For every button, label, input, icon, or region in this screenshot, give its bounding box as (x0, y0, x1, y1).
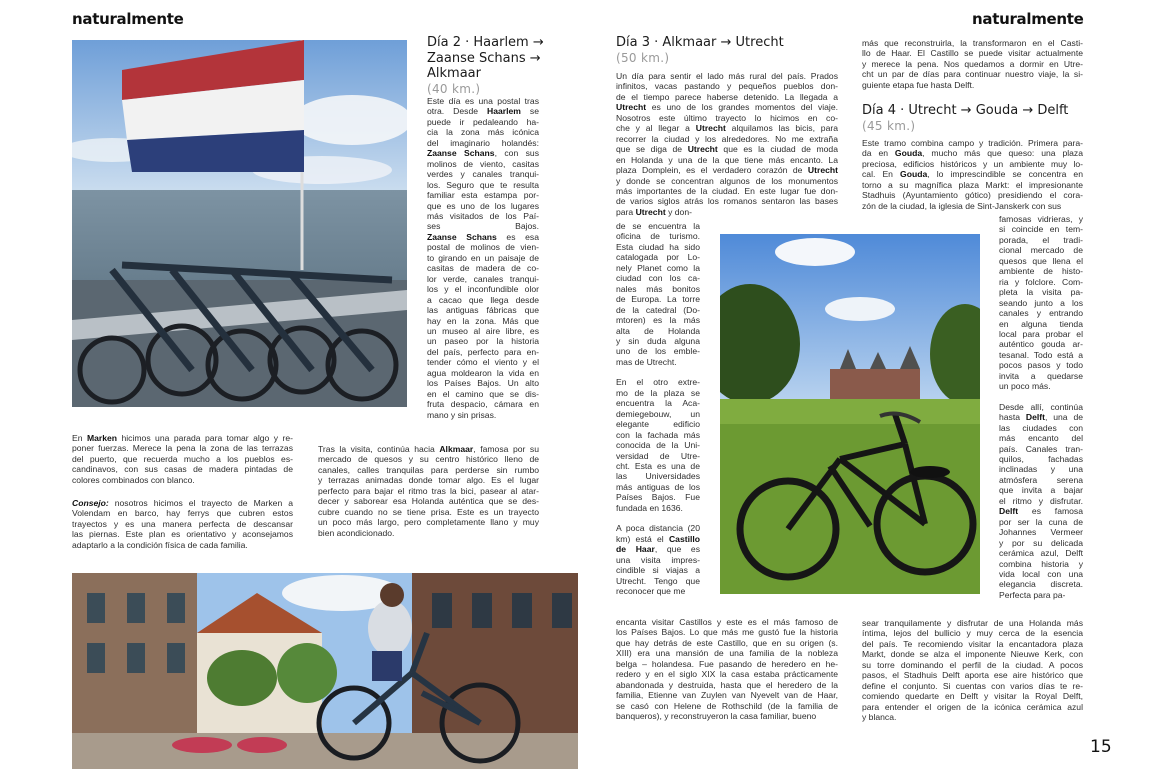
text-line: fundada en 1636. (616, 502, 683, 513)
text-line: alta de Holanda (616, 325, 700, 336)
text-line: versidad de Utre- (616, 450, 700, 461)
text-line: nely Planet como la (616, 262, 700, 273)
text-line: quesos que llena el (999, 255, 1083, 266)
text-line: perfecto para bajar el ritmo tras la bici, pasear al atar- (318, 485, 539, 496)
text-line: de Europa. La torre (616, 294, 700, 305)
text-line: Volendam en barco, hay ferrys que cubren estos (72, 508, 293, 519)
text-line: si coincide en tem- (999, 224, 1083, 235)
text-line: de el tiempo parece haberse detenido. La llegada a (616, 91, 838, 102)
text-line: fruta despacio, cámara en (427, 399, 539, 410)
text-line: recorrer la ciudad y los alrededores. No me extraña (616, 133, 838, 144)
text-line: XIII) era una mansión de una familia de la nobleza (616, 648, 838, 659)
text-line: local para probar el (999, 328, 1083, 339)
text-line: mano y sin prisas. (427, 409, 497, 420)
text-line: en Holanda y una de la que tiene más encanto. La (616, 154, 838, 165)
text-line: con la fachada más (616, 429, 700, 440)
text-line: cal. En Gouda, lo imprescindible se concentra en (862, 169, 1083, 180)
text-line: zón de la ciudad, la iglesia de Sint-Janskerk con sus (862, 200, 1062, 211)
text-line: lor verde, canales tranqui- (427, 273, 539, 284)
day3-distance: (50 km.) (616, 50, 670, 65)
text-line: Zaanse Schans, con sus (427, 148, 539, 159)
text-line: por ser la cuna de (999, 516, 1083, 527)
text-line: banqueros), y reconstruyeron la casa familiar, bueno (616, 711, 817, 722)
text-line: Zaanse Schans es esa (427, 231, 539, 242)
text-line: agua moldearon la vida en (427, 367, 539, 378)
text-line: colores combinados con blanco. (72, 474, 195, 485)
text-line: a cacao que llega desde (427, 294, 539, 305)
text-line (999, 392, 1083, 402)
text-line: bien acondicionado. (318, 527, 395, 538)
text-line: cia la zona más icónica (427, 127, 539, 138)
text-line: del país. Te recomiendo visitar la encantadora plaza (862, 638, 1083, 649)
text-line: to girando en un paisaje de (427, 252, 539, 263)
text-line: familiar esta estampa por- (427, 190, 539, 201)
day3-title: Día 3 · Alkmaar → Utrecht (616, 35, 784, 50)
brand-left: naturalmente (72, 10, 184, 28)
text-line: Un día para sentir el lado más rural del país. Prados (616, 71, 838, 81)
text-line: un museo al aire libre, es (427, 325, 539, 336)
text-line: invita a quedarse (999, 370, 1083, 381)
text-line: tesanal. Todo está a (999, 349, 1083, 360)
castle-bicycle-photo (720, 234, 980, 594)
text-line: Países Bajos. Fue (616, 492, 700, 503)
text-line: poner fuerzas. Merece la pena la zona de las terrazas (72, 443, 293, 454)
brand-right: naturalmente (972, 10, 1084, 28)
day4-intro-text (862, 138, 1083, 214)
text-line: cht. Esta es una de (616, 460, 700, 471)
text-line: y por su delicada (999, 537, 1083, 548)
text-line: los. Seguro que te resulta (427, 179, 539, 190)
day4-distance: (45 km.) (862, 118, 916, 133)
text-line: cubre cuando no se tiene prisa. Este es un trayecto (318, 506, 539, 517)
text-line: del imaginario holandés: (427, 137, 539, 148)
text-line: más visitados de los Paí- (427, 210, 539, 221)
text-line: adaptarlo a la condición física de cada familia. (72, 539, 248, 550)
text-line: cerámica azul, Delft (999, 548, 1083, 559)
text-line: guiente etapa fue hasta Delft. (862, 79, 975, 90)
text-line: atmósfera serena (999, 474, 1083, 485)
text-line: quilos, fachadas (999, 453, 1083, 464)
marken-paragraph (72, 433, 293, 489)
text-line: combina historia y (999, 558, 1083, 569)
text-line: las ciudades con (999, 422, 1083, 433)
day3-intro-text (616, 71, 838, 221)
text-line: plaza Domplein, es el verdadero corazón de Utrecht (616, 165, 838, 176)
text-line: encanta visitar Castillos y este es el más famoso de (616, 617, 838, 627)
text-line: decer y saborear esa Holanda auténtica que se des- (318, 496, 539, 507)
text-line: hasta Delft, una de (999, 412, 1083, 423)
text-line: torno a su magnífica plaza Markt: el impresionante (862, 179, 1083, 190)
text-line: cht un par de días para continuar nuestro viaje, la si- (862, 69, 1083, 80)
text-line: A poca distancia (20 (616, 523, 700, 534)
text-line: más encanto del (999, 433, 1083, 444)
text-line: que invita a bajar (999, 485, 1083, 496)
text-line: porada, el tradi- (999, 234, 1083, 245)
text-line: demiegebouw, un (616, 408, 700, 419)
page-number: 15 (1090, 737, 1112, 757)
text-line: los Países Bajos. Lo que más me gustó fue la historia (616, 627, 838, 638)
text-line: pasos, el Stadhuis Delft aporta ese aire histórico que (862, 670, 1083, 681)
text-line: para Utrecht y don- (616, 206, 692, 217)
text-line: Delft es famosa (999, 506, 1083, 517)
text-line: una visita impres- (616, 554, 700, 565)
day2-distance: (40 km.) (427, 81, 481, 96)
text-line: un poco más. (999, 381, 1051, 392)
text-line: redero y en el siglo XIX la casa estaba prácticamente (616, 669, 838, 680)
text-line: reconocer que me (616, 585, 686, 596)
ferry-bikes-flag-photo (72, 40, 407, 407)
text-line: las antiguas fábricas que (427, 305, 539, 316)
text-line: Johannes Vermeer (999, 527, 1083, 538)
text-line: Tras la visita, continúa hacia Alkmaar, famosa por su (318, 444, 539, 454)
day3-narrow-text (616, 221, 700, 607)
text-line: otra. Desde Haarlem se (427, 106, 539, 117)
text-line: su torre dominando el perfil de la ciudad. A pocos (862, 659, 1083, 670)
text-line: mercado de quesos y su centro histórico lleno de (318, 454, 539, 465)
text-line: elegante edificio (616, 419, 700, 430)
text-line: los Países Bajos. Un alto (427, 378, 539, 389)
text-line: que es uno de los lugares (427, 200, 539, 211)
text-line: da en Gouda, mucho más que queso: una plaza (862, 148, 1083, 159)
text-line: y terrazas animadas donde tomar algo. Es el lugar (318, 475, 539, 486)
text-line: puede ir pedaleando ha- (427, 116, 539, 127)
text-line: Desde allí, continúa (999, 401, 1083, 412)
text-line: íntima, lejos del bullicio y muy cerca de la esencia (862, 628, 1083, 639)
text-line: y merece la pena. Nos quedamos a dormir en Utre- (862, 58, 1083, 69)
text-line: Este tramo combina campo y tradición. Primera para- (862, 138, 1083, 148)
text-line: de Haar, que es (616, 544, 700, 555)
text-line: llo de Haar. El Castillo se puede visitar actualmente (862, 48, 1083, 59)
day2-body-text (427, 96, 539, 438)
text-line: ciudad con los ca- (616, 273, 700, 284)
alkmaar-paragraph (318, 444, 539, 544)
text-line: Stadhuis (Ayuntamiento gótico) presidiendo el cora- (862, 190, 1083, 201)
text-line: sear tranquilamente y disfrutar de una Holanda más (862, 618, 1083, 628)
text-line: familia, Etienne van Zuylen van Nyevelt van de Haar, (616, 690, 838, 701)
text-line: mo de la plaza se (616, 387, 700, 398)
text-line: che y al llegar a Utrecht alquilamos las bicis, para (616, 123, 838, 134)
text-line: Nosotros este último trayecto lo hicimos en co- (616, 112, 838, 123)
text-line: pocos pasos y todo (999, 360, 1083, 371)
text-line: del puerto, que recuerda mucho a los pueblos es- (72, 453, 293, 464)
text-line: que se diga de Utrecht que es la ciudad de moda (616, 144, 838, 155)
text-line: mtoren) es la más (616, 315, 700, 326)
text-line: más que reconstruirla, la transformaron en el Casti- (862, 38, 1083, 48)
text-line: del país, perfecto para en- (427, 346, 539, 357)
text-line: preciosa, edificios históricos y un ambiente muy lo- (862, 158, 1083, 169)
text-line: hay en la zona. Más que (427, 315, 539, 326)
text-line: para entender el origen de la icónica cerámica azul (862, 701, 1083, 712)
text-line: verdes y canales tranqui- (427, 169, 539, 180)
text-line: km) está el Castillo (616, 533, 700, 544)
text-line: de varios siglos atrás los romanos sentaron las bases (616, 196, 838, 207)
text-line: ria y folclore. Com- (999, 276, 1083, 287)
consejo-paragraph (72, 498, 293, 554)
day2-title-line-2: Zaanse Schans → (427, 50, 541, 66)
text-line: inclinadas y una (999, 464, 1083, 475)
text-line: comiendo quedarte en Delft y visitar la Royal Delft, (862, 691, 1083, 702)
text-line: En el otro extre- (616, 377, 700, 388)
text-line: de se encuentra la (616, 221, 700, 231)
text-line: casitas de madera de co- (427, 263, 539, 274)
text-line: molinos de viento, casitas (427, 158, 539, 169)
text-line: las piernas. Este plan es orientativo y aconsejamos (72, 529, 293, 540)
text-line: canales y entrando (999, 308, 1083, 319)
text-line: en alguna tienda (999, 318, 1083, 329)
text-line: conocida de la Uni- (616, 440, 700, 451)
text-line: famosas vidrieras, y (999, 214, 1083, 224)
text-line: En Marken hicimos una parada para tomar algo y re- (72, 433, 293, 443)
text-line: postal de molinos de vien- (427, 242, 539, 253)
text-line: encuentra la Aca- (616, 398, 700, 409)
day4-title: Día 4 · Utrecht → Gouda → Delft (862, 103, 1069, 118)
text-line: seando junto a los (999, 297, 1083, 308)
text-line: más antiguas de los (616, 481, 700, 492)
day4-delft-text (862, 618, 1083, 726)
town-square-cyclist-photo (72, 573, 578, 769)
text-line: Consejo: nosotros hicimos el trayecto de Marken a (72, 498, 293, 508)
text-line: país. Canales tran- (999, 443, 1083, 454)
text-line: canales, calles tranquilas para perderse sin rumbo (318, 464, 539, 475)
text-line: un paseo por la historia (427, 336, 539, 347)
text-line: cional mercado de (999, 245, 1083, 256)
text-line: infinitos, vacas pastando y pequeños pueblos don- (616, 81, 838, 92)
text-line: que hay detrás de este Castillo, que en su origen (s. (616, 637, 838, 648)
text-line: uno de los emble- (616, 346, 700, 357)
text-line: y blanca. (862, 712, 897, 723)
text-line: y donde se concentran algunos de los monumentos (616, 175, 838, 186)
text-line: Perfecta para pa- (999, 589, 1066, 600)
text-line: elegancia discreta. (999, 579, 1083, 590)
text-line: el ritmo y disfrutar. (999, 495, 1083, 506)
day2-title-line-3: Alkmaar (427, 66, 481, 81)
day3-castle-text (616, 617, 838, 725)
text-line: en el camino que se dis- (427, 388, 539, 399)
text-line (616, 367, 700, 377)
text-line: Este día es una postal tras (427, 96, 539, 106)
text-line: y sin duda alguna (616, 335, 700, 346)
text-line: pleta la visita pa- (999, 287, 1083, 298)
text-line: oficina de turismo. (616, 231, 700, 242)
text-line: Utrecht. Tengo que (616, 575, 700, 586)
text-line: mas de Utrecht. (616, 356, 677, 367)
text-line: belga – holandesa. Fue pasando de heredero en he- (616, 658, 838, 669)
text-line: las Universidades (616, 471, 700, 482)
day4-narrow-text (999, 214, 1083, 618)
text-line: vida local con una (999, 568, 1083, 579)
text-line: ambiente de histo- (999, 266, 1083, 277)
text-line: abandonada y destruida, hasta que el heredero de la (616, 679, 838, 690)
text-line: de la catedral (Do- (616, 304, 700, 315)
day2-title-line-1: Día 2 · Haarlem → (427, 35, 544, 50)
text-line: un poco más largo, pero completamente llano y muy (318, 517, 539, 528)
text-line: más importantes de la ciudad. En este lugar fue don- (616, 185, 838, 196)
text-line: trayectos y es una manera perfecta de descansar (72, 518, 293, 529)
text-line: los y el inconfundible olor (427, 284, 539, 295)
text-line: Utrecht es uno de los grandes momentos del viaje. (616, 102, 838, 113)
text-line: nales más bonitos (616, 283, 700, 294)
text-line: Markt, donde se alza el imponente Nieuwe Kerk, con (862, 649, 1083, 660)
text-line: catalogada por Lo- (616, 252, 700, 263)
text-line: auténtico gouda ar- (999, 339, 1083, 350)
text-line: ses Bajos. (427, 221, 539, 232)
castle-continued-text (862, 38, 1083, 94)
text-line: define el conjunto. Si cuentas con varios días te re- (862, 680, 1083, 691)
text-line (616, 513, 700, 523)
text-line: se casó con Helene de Rothschild (de la familia de (616, 700, 838, 711)
text-line: Esta ciudad ha sido (616, 241, 700, 252)
text-line: candinavos, con sus casas de madera pintadas de (72, 464, 293, 475)
text-line: tender cómo el viento y el (427, 357, 539, 368)
text-line: cindible si viajas a (616, 565, 700, 576)
